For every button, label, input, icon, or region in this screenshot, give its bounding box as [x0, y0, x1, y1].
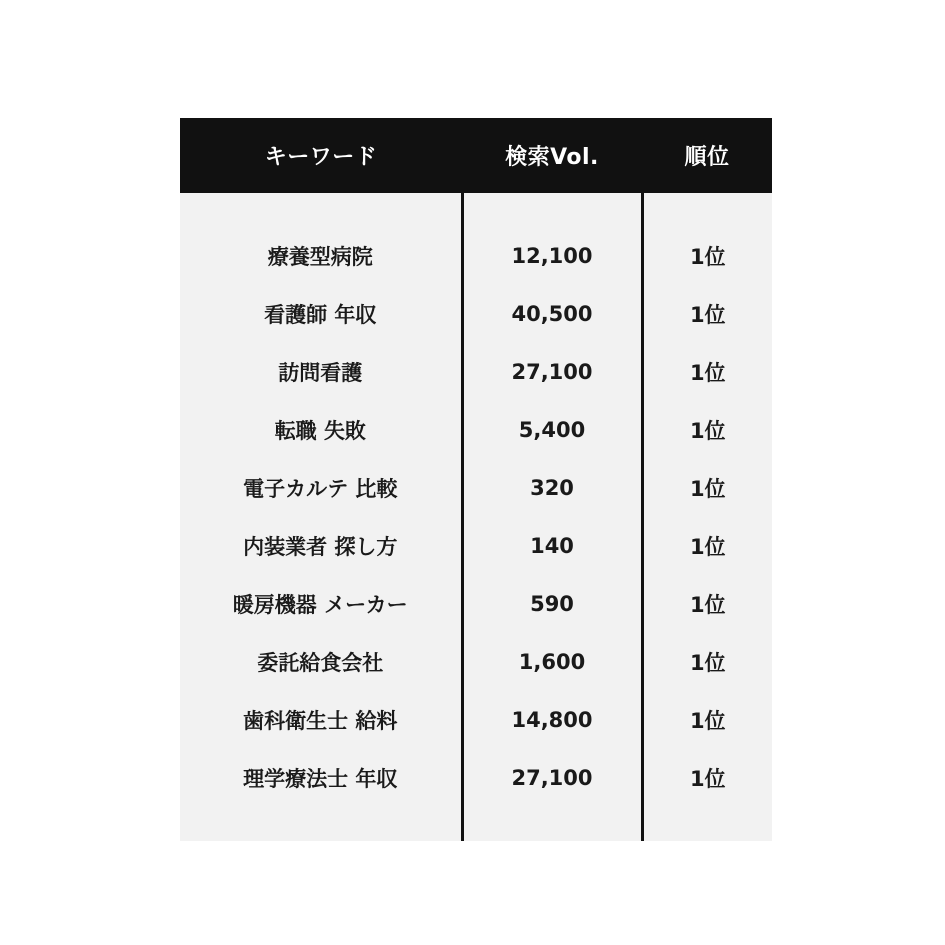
table-body [180, 193, 772, 841]
spacer-cell [642, 807, 772, 841]
cell-keyword: 療養型病院 [180, 227, 462, 285]
cell-rank: 1位 [642, 401, 772, 459]
cell-volume: 590 [462, 575, 642, 633]
keyword-ranking-table [180, 118, 772, 841]
cell-keyword: 電子カルテ 比較 [180, 459, 462, 517]
cell-keyword: 暖房機器 メーカー [180, 575, 462, 633]
cell-volume: 140 [462, 517, 642, 575]
table-row [180, 343, 772, 401]
cell-rank: 1位 [642, 575, 772, 633]
cell-keyword: 内装業者 探し方 [180, 517, 462, 575]
cell-volume: 27,100 [462, 749, 642, 807]
spacer-cell [180, 807, 462, 841]
cell-volume: 1,600 [462, 633, 642, 691]
cell-rank: 1位 [642, 343, 772, 401]
cell-keyword: 歯科衛生士 給料 [180, 691, 462, 749]
cell-volume: 320 [462, 459, 642, 517]
cell-keyword: 看護師 年収 [180, 285, 462, 343]
column-header-rank: 順位 [684, 145, 730, 170]
spacer-cell [462, 807, 642, 841]
cell-keyword: 委託給食会社 [180, 633, 462, 691]
table-header [180, 118, 772, 193]
cell-volume: 14,800 [462, 691, 642, 749]
cell-keyword: 訪問看護 [180, 343, 462, 401]
keyword-table-container [180, 118, 772, 841]
cell-rank: 1位 [642, 633, 772, 691]
spacer-cell [462, 193, 642, 227]
table-row [180, 285, 772, 343]
cell-volume: 40,500 [462, 285, 642, 343]
table-row [180, 633, 772, 691]
cell-rank: 1位 [642, 285, 772, 343]
cell-rank: 1位 [642, 517, 772, 575]
cell-rank: 1位 [642, 459, 772, 517]
cell-rank: 1位 [642, 691, 772, 749]
table-spacer-row [180, 193, 772, 227]
column-header-keyword: キーワード [264, 145, 378, 170]
cell-volume: 5,400 [462, 401, 642, 459]
column-header-volume: 検索Vol. [505, 145, 599, 170]
table-row [180, 691, 772, 749]
cell-volume: 27,100 [462, 343, 642, 401]
table-row [180, 401, 772, 459]
cell-keyword: 転職 失敗 [180, 401, 462, 459]
spacer-cell [180, 193, 462, 227]
table-row [180, 227, 772, 285]
cell-keyword: 理学療法士 年収 [180, 749, 462, 807]
cell-rank: 1位 [642, 749, 772, 807]
cell-volume: 12,100 [462, 227, 642, 285]
table-spacer-row [180, 807, 772, 841]
spacer-cell [642, 193, 772, 227]
table-row [180, 517, 772, 575]
table-row [180, 575, 772, 633]
table-row [180, 749, 772, 807]
table-header-row [180, 118, 772, 193]
table-row [180, 459, 772, 517]
cell-rank: 1位 [642, 227, 772, 285]
